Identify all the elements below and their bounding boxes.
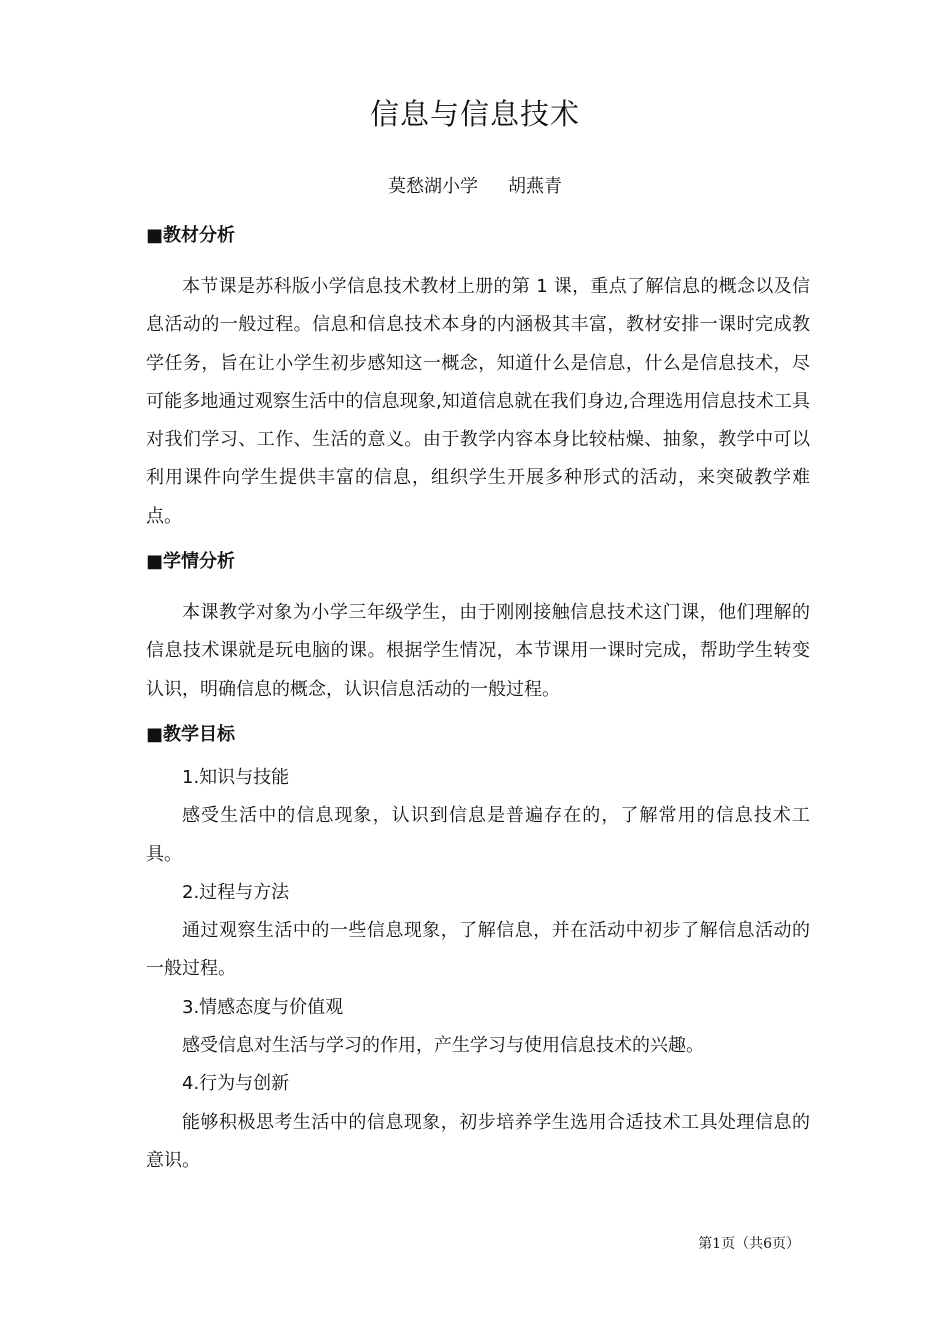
goal-item: [146, 874, 810, 989]
document-body: [146, 222, 810, 1180]
goal-text: 能够积极思考生活中的信息现象，初步培养学生选用合适技术工具处理信息的意识。: [146, 1111, 810, 1171]
goal-item: [146, 759, 810, 874]
goal-label: 3.情感态度与价值观: [182, 996, 344, 1018]
goal-text: 通过观察生活中的一些信息现象，了解信息，并在活动中初步了解信息活动的一般过程。: [146, 920, 810, 980]
goal-text: 感受信息对生活与学习的作用，产生学习与使用信息技术的兴趣。: [182, 1035, 704, 1057]
goal-item: [146, 1065, 810, 1180]
section-heading-analysis: ■教材分析: [146, 225, 236, 246]
section-heading-goals: ■教学目标: [146, 723, 236, 745]
author-name: 胡燕青: [508, 176, 562, 197]
goal-label: 4.行为与创新: [182, 1073, 290, 1095]
goal-label: 1.知识与技能: [182, 766, 290, 788]
author-line: [0, 174, 950, 200]
page-number: 第1页（共6页）: [698, 1236, 800, 1252]
goal-text: 感受生活中的信息现象，认识到信息是普遍存在的，了解常用的信息技术工具。: [146, 805, 810, 865]
goal-item: [146, 989, 810, 1066]
document-title: 信息与信息技术: [369, 97, 580, 131]
analysis-paragraph: 本节课是苏科版小学信息技术教材上册的第 1 课，重点了解信息的概念以及信息活动的一般过程。信息和信息技术本身的内涵极其丰富，教材安排一课时完成教学任务，旨在让小学生初步感知这一概念，知道什么是信息，什么是信息技术，尽可能多地通过观察生活中的信息现象,知道信息就在我们身边,合理选用信息技术工具对我们学习、工作、生活的意义。由于教学内容本身比较枯燥、抽象，教学中可以利用课件向学生提供丰富的信息，组织学生开展多种形式的活动，来突破教学难点。: [146, 276, 810, 527]
school-name: 莫愁湖小学: [388, 176, 478, 197]
goal-label: 2.过程与方法: [182, 881, 290, 903]
students-paragraph: 本课教学对象为小学三年级学生，由于刚刚接触信息技术这门课，他们理解的信息技术课就是玩电脑的课。根据学生情况，本节课用一课时完成，帮助学生转变认识，明确信息的概念，认识信息活动的一般过程。: [146, 602, 810, 700]
section-heading-students: ■学情分析: [146, 551, 236, 573]
